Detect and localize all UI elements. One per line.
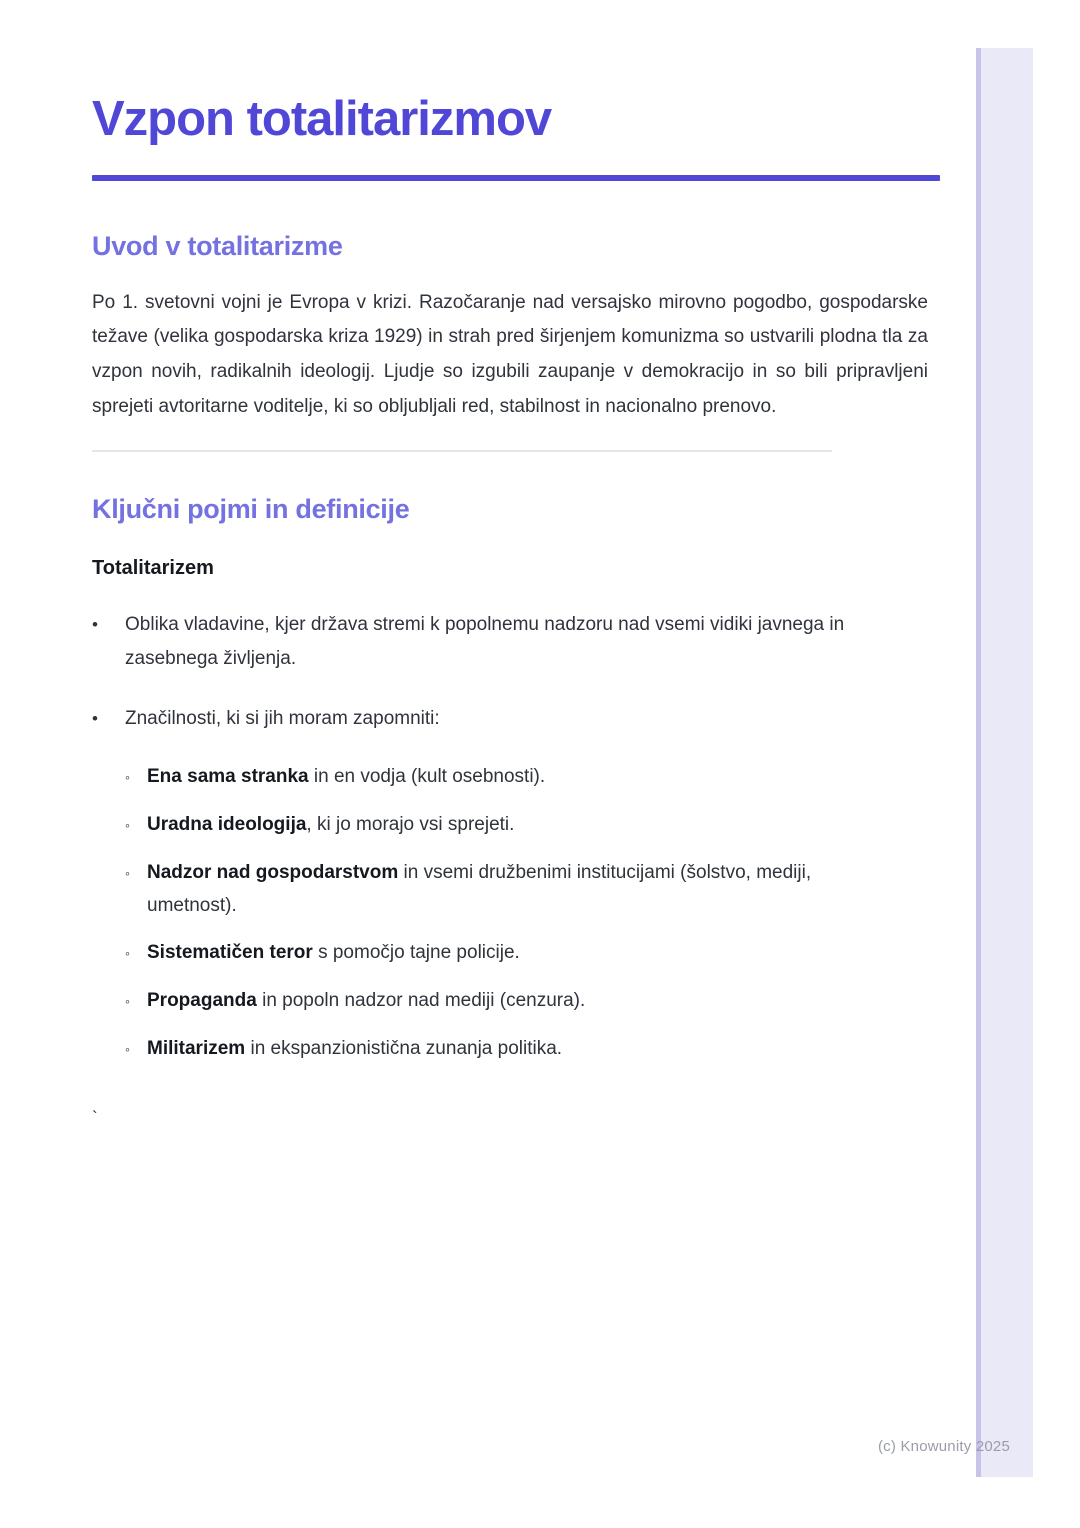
circle-bullet-icon: ◦ [125,817,130,834]
feature-text [147,856,827,922]
list-item [92,608,928,676]
list-item [125,808,928,842]
list-item [125,760,928,794]
circle-bullet-icon: ◦ [125,865,130,882]
feature-rest: in vsemi družbenimi institucijami (šolstvo, mediji, umetnost). [147,862,812,917]
feature-bold-lead: Ena sama stranka [147,766,309,788]
list-item [92,702,928,1080]
feature-text [147,984,827,1018]
list-item [125,856,928,922]
features-list [125,760,928,1066]
list-item [125,1032,928,1066]
feature-rest: in popoln nadzor nad mediji (cenzura). [256,990,586,1012]
circle-bullet-icon: ◦ [125,1041,130,1058]
feature-rest: in ekspanzionistična zunanja politika. [245,1038,563,1060]
footer-copyright: (c) Knowunity 2025 [877,1438,1010,1455]
feature-bold-lead: Uradna ideologija [147,814,307,836]
feature-text [147,1032,827,1066]
features-label: Značilnosti, ki si jih moram zapomniti: [125,708,440,730]
stray-backtick-character: ` [92,1108,98,1128]
feature-rest: , ki jo morajo vsi sprejeti. [306,814,515,836]
definition-list [92,608,928,1080]
list-item [125,936,928,970]
feature-text [147,808,827,842]
bullet-icon: • [92,615,98,635]
list-item [125,984,928,1018]
intro-paragraph: Po 1. svetovni vojni je Evropa v krizi. Razočaranje nad versajsko mirovno pogodbo, gospodarske težave (velika gospodarska kriza 1929) in strah pred širjenjem komunizma so ustvarili plodna tla za vzpon novih, radikalnih ideologij. Ljudje so izgubili zaupanje v demokracijo in so bili pripravljeni sprejeti avtoritarne voditelje, ki so obljubljali red, stabilnost in nacionalno prenovo. [92,291,928,417]
title-underline-rule [92,175,940,181]
section-heading-intro: Uvod v totalitarizme [92,230,343,261]
bullet-icon: • [92,709,98,729]
feature-bold-lead: Propaganda [147,990,257,1012]
definition-text: Oblika vladavine, kjer država stremi k popolnemu nadzoru nad vsemi vidiki javnega in zasebnega življenja. [125,614,845,670]
features-block [125,702,928,1080]
term-heading: Totalitarizem [92,557,214,580]
feature-rest: s pomočjo tajne policije. [312,942,520,964]
feature-bold-lead: Sistematičen teror [147,942,313,964]
document-content [92,0,928,1128]
right-margin-band [976,48,1033,1477]
circle-bullet-icon: ◦ [125,945,130,962]
section-heading-key-terms: Ključni pojmi in definicije [92,494,410,525]
feature-bold-lead: Militarizem [147,1038,246,1060]
feature-rest: in en vodja (kult osebnosti). [308,766,546,788]
section-divider [92,450,832,452]
feature-text [147,760,827,794]
circle-bullet-icon: ◦ [125,769,130,786]
feature-bold-lead: Nadzor nad gospodarstvom [147,862,399,884]
page-title: Vzpon totalitarizmov [92,92,552,146]
feature-text [147,936,827,970]
circle-bullet-icon: ◦ [125,993,130,1010]
